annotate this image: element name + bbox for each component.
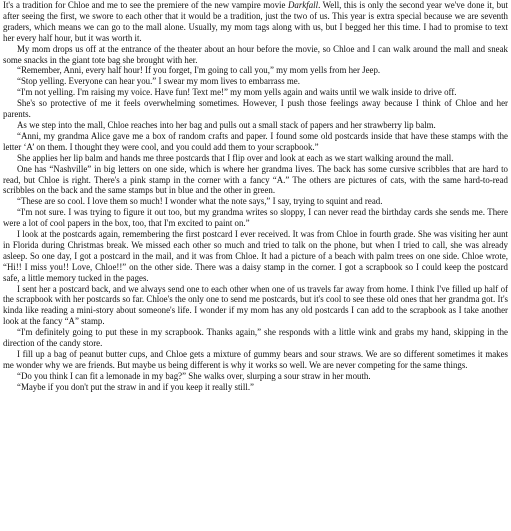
paragraph: “I'm definitely going to put these in my scrapbook. Thanks again,” she responds with a little wink and grabs my hand, skipping in the direction of the candy store. <box>3 327 508 349</box>
paragraph: My mom drops us off at the entrance of the theater about an hour before the movie, so Chloe and I can walk around the mall and sneak some snacks in the giant tote bag she brought with her. <box>3 43 508 65</box>
paragraph: “I'm not yelling. I'm raising my voice. Have fun! Text me!” my mom yells again and waits until we walk inside to drive off. <box>17 87 457 98</box>
paragraph <box>3 0 508 44</box>
paragraph: “These are so cool. I love them so much! I wonder what the note says,” I say, trying to squint and read. <box>17 196 383 207</box>
paragraph-text: It's a tradition for Chloe and me to see the premiere of the new vampire movie <box>3 0 288 10</box>
paragraph: “Do you think I can fit a lemonade in my bag?” She walks over, slurping a sour straw in her mouth. <box>17 370 371 381</box>
paragraph: “Remember, Anni, every half hour! If you forget, I'm going to call you,” my mom yells from her Jeep. <box>17 65 381 76</box>
paragraph: I sent her a postcard back, and we always send one to each other when one of us travels far away from home. I think I've filled up half of the scrapbook with her postcards so far. Chloe's the only one to send me postcards, but it's cool to see these old ones that her grandma got. It's kinda like reading a mini-story about someone's life. I wonder if my mom has any old postcards I can add to the scrapbook as I take another look at the fancy “A” stamp. <box>3 283 508 327</box>
paragraph: “Maybe if you don't put the straw in and if you keep it really still.” <box>17 381 254 392</box>
paragraph: I fill up a bag of peanut butter cups, and Chloe gets a mixture of gummy bears and sour straws. We are so different sometimes it makes me wonder why we are friends. But maybe us being different is why it works so well. We are never competing for the same things. <box>3 349 508 370</box>
movie-title: Darkfall <box>287 0 319 10</box>
paragraph: I look at the postcards again, remembering the first postcard I ever received. It was from Chloe in fourth grade. She was visiting her aunt in Florida during Christmas break. We missed each other so much and tried to talk on the phone, but when I tried to call, she was already asleep. So one day, I got a postcard in the mail, and it was from Chloe. It had a picture of a beach with palm trees on one side. Chloe wrote, “Hi!! I miss you!! Love, Chloe!!” on the other side. There was a daisy stamp in the corner. I got a scrapbook so I could keep the postcard safe, a little memory tucked in the pages. <box>3 229 508 283</box>
paragraph: One has “Nashville” in big letters on one side, which is where her grandma lives. The back has some cursive scribbles that are hard to read, but Chloe is right. There's a pink stamp in the corner with a fancy “A.” The others are pictures of cats, with the same hard-to-read scribbles on the back and the same stamps but in blue and the other in green. <box>3 163 508 196</box>
paragraph: She applies her lip balm and hands me three postcards that I flip over and look at each as we start walking around the mall. <box>17 152 454 163</box>
paragraph: “Stop yelling. Everyone can hear you.” I swear my mom lives to embarrass me. <box>17 76 300 87</box>
paragraph: “I'm not sure. I was trying to figure it out too, but my grandma writes so sloppy, I can never read the birthday cards she sends me. There were a lot of cool papers in the box, too, that I'm excited to paint on.” <box>3 207 508 229</box>
paragraph: As we step into the mall, Chloe reaches into her bag and pulls out a small stack of papers and her strawberry lip balm. <box>17 119 436 130</box>
paragraph: “Anni, my grandma Alice gave me a box of random crafts and paper. I found some old postcards inside that have these stamps with the letter ‘A’ on them. I thought they were cool, and you could add them to your scrapbook.” <box>3 130 508 152</box>
paragraph: She's so protective of me it feels overwhelming sometimes. However, I push those feelings away because I think of Chloe and her parents. <box>3 98 508 120</box>
paragraph-text: . Well, this is only the second year we've done it, but after seeing the first, we swore to each other that it would be a tradition, just the two of us. This year is extra special because we are seventh graders, which means we can go to the mall alone. Usually, my mom tags along with us, but I begged her this time. I had to promise to text her every half hour, but it was worth it. <box>3 0 508 43</box>
